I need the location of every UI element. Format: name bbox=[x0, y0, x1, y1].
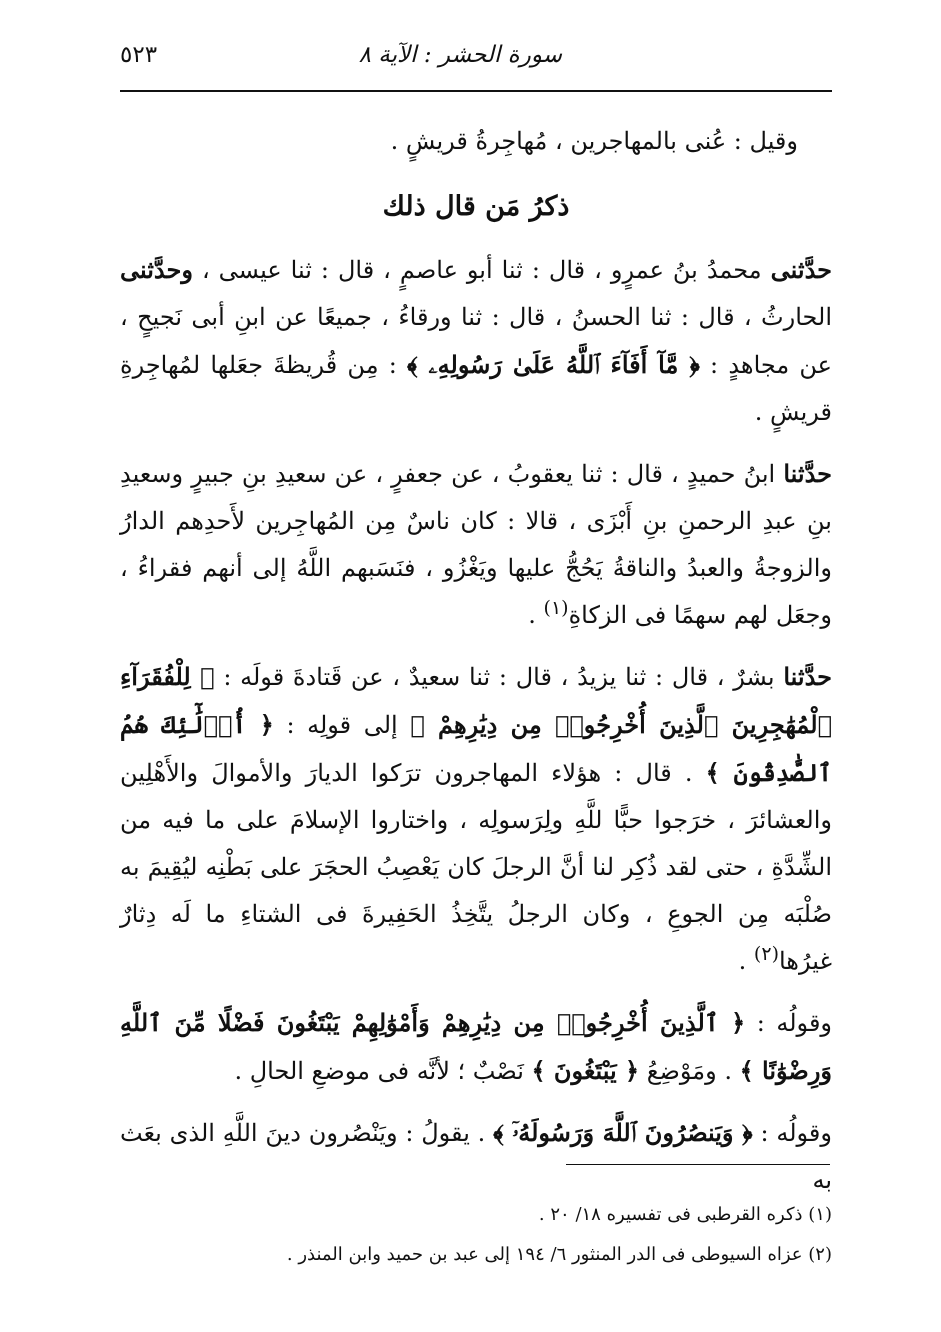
footnotes bbox=[120, 1195, 832, 1275]
quran-quote: ﴿ ٱلَّذِينَ أُخْرِجُوا۟ مِن دِيَٰرِهِمْ وَأَمْوَٰلِهِمْ يَبْتَغُونَ فَضْلًا مِّنَ ٱللَّهِ وَرِضْوَٰنًا ﴾ bbox=[120, 1008, 832, 1085]
intro-line: وقيل : عُنى بالمهاجرين ، مُهاجِرةُ قريشٍ . bbox=[390, 127, 798, 155]
quran-quote: ﴿ مَّآ أَفَآءَ ٱللَّهُ عَلَىٰ رَسُولِهِۦ ﴾ bbox=[407, 350, 700, 379]
paragraph-text: بشرٌ ، قال : ثنا يزيدُ ، قال : ثنا سعيدٌ ، عن قَتادةَ قولَه : bbox=[214, 663, 784, 691]
paragraph-text: الحارثُ ، قال : ثنا الحسنُ ، قال : ثنا ورقاءُ ، جميعًا عن ابنِ أبى نَجيحٍ ، عن مجاهدٍ : bbox=[120, 303, 832, 379]
quran-quote-2: ﴿ يَبْتَغُونَ ﴾ bbox=[531, 1056, 640, 1085]
paragraph-lead: حدَّثنا bbox=[783, 662, 832, 691]
footnote-1: (١) ذكره القرطبى فى تفسيره ١٨/ ٢٠ . bbox=[538, 1204, 832, 1225]
running-title: سورة الحشر : الآية ٨ bbox=[358, 42, 562, 68]
paragraph-lead: حدَّثنا bbox=[783, 459, 832, 488]
paragraph-text: . قال : هؤلاء المهاجرون ترَكوا الديارَ والأموالَ والأَهْلِين والعشائرَ ، خرَجوا حبًّا للَّهِ ولِرَسولِه ، واختاروا الإسلامَ على ما فيه من الشِّدَّةِ ، حتى لقد ذُكِر لنا أنَّ الرجلَ كان يَعْصِبُ الحجَرَ على بَطْنِه ليُقِيمَ به صُلْبَه مِن الجوعِ ، وكان الرجلُ يتَّخِذُ الحَفِيرةَ فى الشتاءِ ما لَه دِثارٌ غيرُها bbox=[120, 759, 832, 975]
footnote-2: (٢) عزاه السيوطى فى الدر المنثور ٦/ ١٩٤ إلى عبد بن حميد وابن المنذر . bbox=[286, 1244, 832, 1265]
paragraph-text: . ومَوْضِعُ bbox=[639, 1057, 740, 1085]
paragraph-end: . bbox=[528, 601, 544, 629]
paragraph-end: . bbox=[738, 947, 754, 975]
paragraph-text: محمدُ بنُ عمرٍو ، قال : ثنا أبو عاصمٍ ، قال : ثنا عيسى ، bbox=[192, 256, 771, 284]
page-header bbox=[120, 36, 832, 82]
quran-quote: ﴿ لِلْفُقَرَآءِ ٱلْمُهَٰجِرِينَ ٱلَّذِينَ أُخْرِجُوا۟ مِن دِيَٰرِهِمْ ﴾ bbox=[120, 662, 832, 739]
paragraph-2 bbox=[120, 450, 832, 639]
footnote-marker-2: (٢) bbox=[753, 943, 779, 965]
footnote-rule bbox=[566, 1164, 830, 1165]
paragraph-text: . يقولُ : ويَنْصُرون دينَ اللَّهِ الذى بعَث به bbox=[120, 1119, 832, 1194]
paragraph-text: وقولُه : bbox=[752, 1119, 832, 1147]
paragraph-text: : مِن قُريظةَ جعَلها لمُهاجِرةِ قريشٍ . bbox=[120, 351, 832, 426]
quran-quote: ﴿ وَيَنصُرُونَ ٱللَّهَ وَرَسُولَهُۥٓ ﴾ bbox=[493, 1118, 753, 1147]
paragraph-text: إلى قولِه : bbox=[273, 711, 411, 739]
quran-quote-2: ﴿ أُو۟لَٰٓئِكَ هُمُ ٱلصَّٰدِقُونَ ﴾ bbox=[120, 710, 833, 787]
footnote-marker-1: (١) bbox=[543, 597, 569, 619]
paragraph-5 bbox=[120, 1109, 832, 1204]
paragraph-4 bbox=[120, 999, 832, 1095]
section-heading: ذكرُ مَن قال ذلك bbox=[382, 191, 570, 222]
paragraph-lead: حدَّثنى bbox=[770, 255, 832, 284]
paragraph-3 bbox=[120, 653, 832, 985]
paragraph-text: ابنُ حميدٍ ، قال : ثنا يعقوبُ ، عن جعفرٍ ، عن سعيدِ بنِ جبيرٍ وسعيدِ بنِ عبدِ الرحمنِ بنِ أَبْزَى ، قالا : كان ناسٌ مِن المُهاجِرين لأَحدِهم الدارُ والزوجةُ والعبدُ والناقةُ يَحُجُّ عليها ويَغْزُو ، فنَسَبهم اللَّهُ إلى أنهم فقراءُ ، وجعَل لهم سهمًا فى الزكاةِ bbox=[120, 460, 832, 629]
paragraph-lead-2: وحدَّثنى bbox=[120, 255, 193, 284]
page-number: ٥٢٣ bbox=[120, 42, 158, 68]
header-rule bbox=[120, 90, 832, 92]
paragraph-text: نَصْبٌ ؛ لأنَّه فى موضعِ الحالِ . bbox=[234, 1057, 532, 1085]
paragraph-text: وقولُه : bbox=[745, 1009, 832, 1037]
paragraph-1 bbox=[120, 246, 832, 436]
main-text bbox=[120, 118, 832, 1218]
